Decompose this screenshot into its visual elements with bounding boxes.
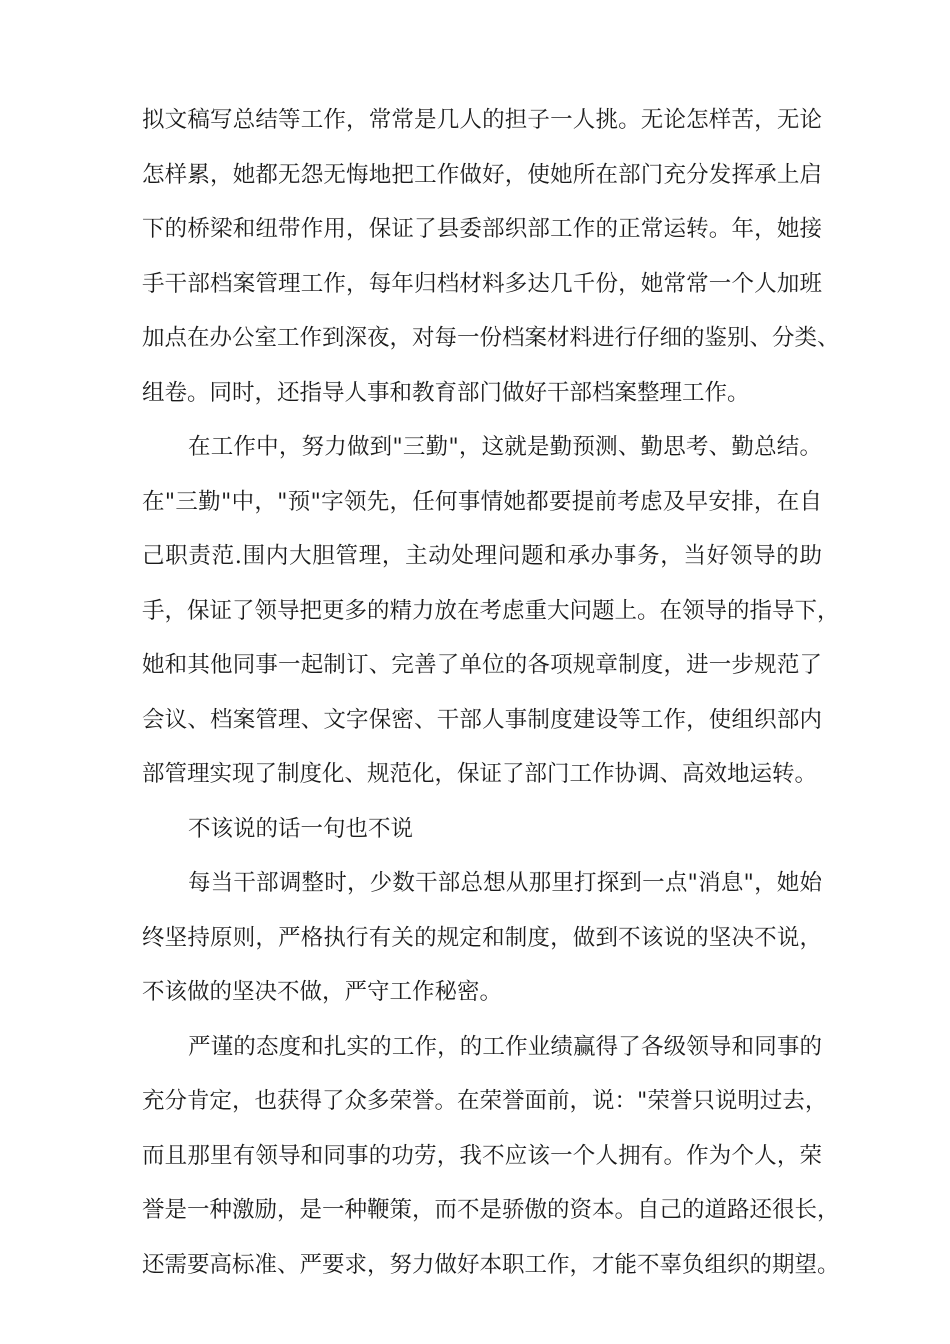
text-line: 组卷。同时，还指导人事和教育部门做好干部档案整理工作。 [142,379,750,406]
text-line: 她和其他同事一起制订、完善了单位的各项规章制度，进一步规范了 [142,652,822,678]
paragraph-2 [142,420,840,802]
text-line: 还需要高标准、严要求，努力做好本职工作，才能不辜负组织的期望。 [142,1251,840,1278]
text-line: 加点在办公室工作到深夜，对每一份档案材料进行仔细的鉴别、分类、 [142,325,840,351]
text-line: 每当干部调整时，少数干部总想从那里打探到一点"消息"，她始 [188,870,822,896]
text-line: 拟文稿写总结等工作，常常是几人的担子一人挑。无论怎样苦，无论 [142,107,822,133]
paragraph-5 [142,1020,840,1293]
text-line: 不该做的坚决不做，严守工作秘密。 [142,979,503,1005]
text-line: 手干部档案管理工作，每年归档材料多达几千份，她常常一个人加班 [142,270,822,297]
text-line: 下的桥梁和纽带作用，保证了县委部织部工作的正常运转。年，她接 [142,216,822,242]
text-line: 在"三勤"中，"预"字领先，任何事情她都要提前考虑及早安排，在自 [142,488,822,515]
text-line: 充分肯定，也获得了众多荣誉。在荣誉面前，说："荣誉只说明过去， [142,1088,828,1114]
text-line: 而且那里有领导和同事的功劳，我不应该一个人拥有。作为个人，荣 [142,1142,822,1169]
text-line: 严谨的态度和扎实的工作，的工作业绩赢得了各级领导和同事的 [188,1033,822,1060]
paragraph-3-subheading [142,802,822,857]
paragraph-1 [142,93,840,420]
text-line: 己职责范.围内大胆管理，主动处理问题和承办事务，当好领导的助 [142,543,822,569]
text-line: 会议、档案管理、文字保密、干部人事制度建设等工作，使组织部内 [142,706,822,733]
text-line: 不该说的话一句也不说 [188,815,414,842]
text-line: 誉是一种激励，是一种鞭策，而不是骄傲的资本。自己的道路还很长， [142,1197,840,1223]
text-line: 终坚持原则，严格执行有关的规定和制度，做到不该说的坚决不说， [142,924,822,951]
text-line: 在工作中，努力做到"三勤"，这就是勤预测、勤思考、勤总结。 [188,434,822,460]
text-line: 怎样累，她都无怨无悔地把工作做好，使她所在部门充分发挥承上启 [142,161,822,188]
document-body [142,93,840,1292]
text-line: 手，保证了领导把更多的精力放在考虑重大问题上。在领导的指导下， [142,597,840,624]
paragraph-4 [142,856,822,1020]
text-line: 部管理实现了制度化、规范化，保证了部门工作协调、高效地运转。 [142,761,818,787]
